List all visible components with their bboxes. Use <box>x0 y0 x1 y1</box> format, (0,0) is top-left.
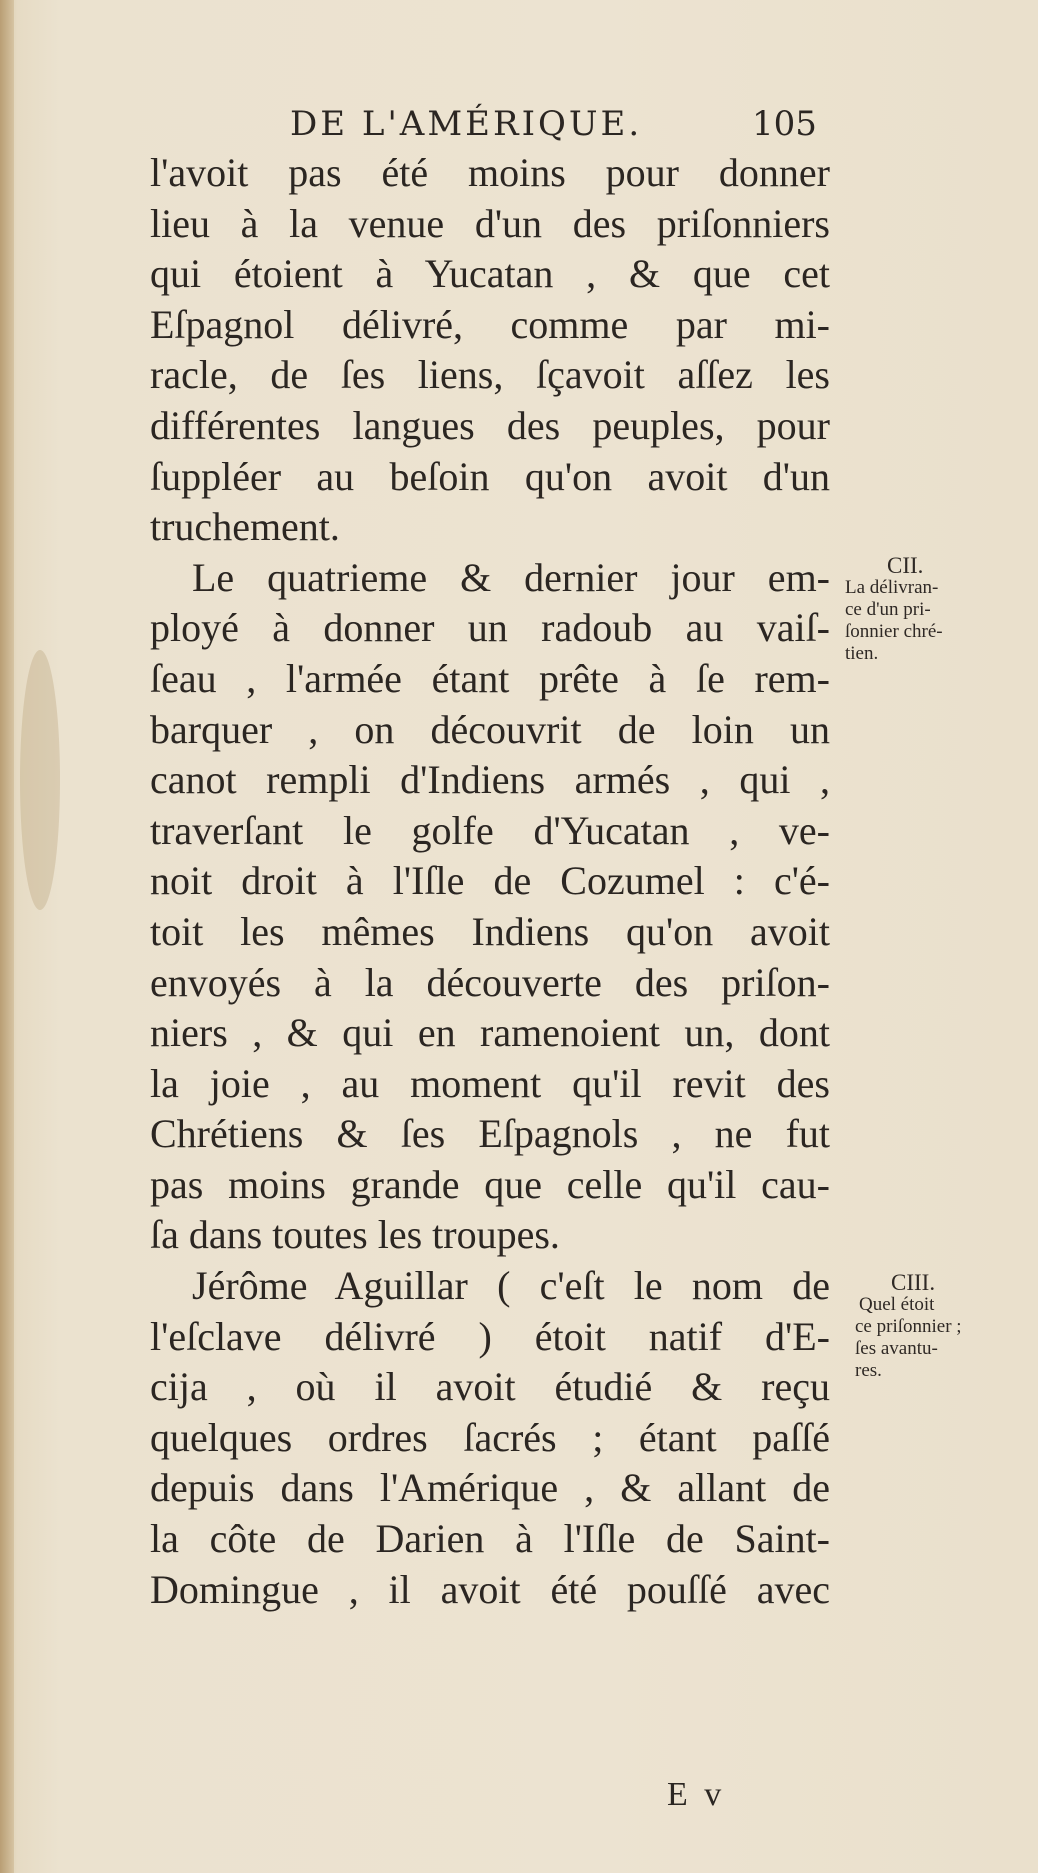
text-line: qui étoient à Yucatan , & que cet <box>150 251 830 297</box>
text-line: Domingue , il avoit été pouſſé avec <box>150 1566 830 1612</box>
text-line: depuis dans l'Amérique , & allant de <box>150 1465 830 1511</box>
paragraph-start-line: Le quatrieme & dernier jour em- <box>192 554 830 600</box>
margin-note-number: CII. <box>887 553 924 578</box>
text-line: ſa dans toutes les troupes. <box>150 1212 560 1258</box>
margin-note-line: ſes avantu- <box>855 1338 938 1359</box>
text-line: canot rempli d'Indiens armés , qui , <box>150 757 830 803</box>
text-line: Eſpagnol délivré, comme par mi- <box>150 301 830 347</box>
paper-stain <box>20 650 60 910</box>
text-line: noit droit à l'Iſle de Cozumel : c'é- <box>150 858 830 904</box>
margin-note-line: res. <box>855 1360 882 1381</box>
margin-note-line: Quel étoit <box>859 1294 935 1315</box>
margin-note-number: CIII. <box>891 1270 936 1295</box>
text-line: racle, de ſes liens, ſçavoit aſſez les <box>150 352 830 398</box>
text-line: la côte de Darien à l'Iſle de Saint- <box>150 1516 830 1562</box>
text-line: lieu à la venue d'un des priſonniers <box>150 200 830 246</box>
margin-note-line: ce priſonnier ; <box>855 1316 962 1337</box>
body-text <box>150 148 830 1615</box>
signature-mark: E v <box>667 1776 726 1813</box>
page-binding-edge <box>0 0 14 1873</box>
text-line: l'avoit pas été moins pour donner <box>150 150 830 195</box>
text-line: quelques ordres ſacrés ; étant paſſé <box>150 1414 830 1460</box>
text-line: ſeau , l'armée étant prête à ſe rem- <box>150 655 830 701</box>
running-head-title: DE L'AMÉRIQUE. <box>290 104 643 144</box>
paragraph-start-line: Jérôme Aguillar ( c'eſt le nom de <box>192 1263 830 1309</box>
text-line: barquer , on découvrit de loin un <box>150 706 830 752</box>
text-line: Chrétiens & ſes Eſpagnols , ne fut <box>150 1111 830 1157</box>
text-line: envoyés à la découverte des priſon- <box>150 959 830 1005</box>
margin-note-line: La délivran- <box>845 577 939 598</box>
page-number: 105 <box>752 104 817 144</box>
text-line: la joie , au moment qu'il revit des <box>150 1060 830 1106</box>
text-line: traverſant le golfe d'Yucatan , ve- <box>150 807 830 853</box>
margin-note-cii <box>845 555 943 665</box>
margin-note-line: ſonnier chré- <box>845 621 943 642</box>
running-head <box>0 104 1038 154</box>
text-line: ployé à donner un radoub au vaiſ- <box>150 605 830 651</box>
text-line: différentes langues des peuples, pour <box>150 402 830 448</box>
text-line: l'eſclave délivré ) étoit natif d'E- <box>150 1313 830 1359</box>
text-line: truchement. <box>150 504 340 550</box>
margin-note-line: tien. <box>845 643 879 664</box>
text-line: toit les mêmes Indiens qu'on avoit <box>150 908 830 954</box>
margin-note-line: ce d'un pri- <box>845 599 931 620</box>
text-line: niers , & qui en ramenoient un, dont <box>150 1010 830 1056</box>
text-line: pas moins grande que celle qu'il cau- <box>150 1161 830 1207</box>
margin-note-ciii <box>855 1272 962 1382</box>
text-line: cija , où il avoit étudié & reçu <box>150 1364 830 1410</box>
text-line: ſuppléer au beſoin qu'on avoit d'un <box>150 453 830 499</box>
